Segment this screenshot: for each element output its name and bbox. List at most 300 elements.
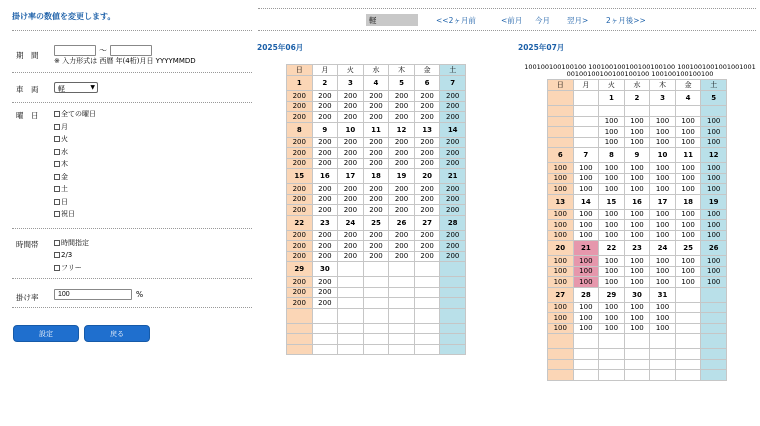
rate-value-cell: 100 — [548, 209, 574, 220]
rate-value-cell — [701, 359, 727, 370]
rate-value-cell: 200 — [287, 101, 313, 112]
rate-value-cell: 200 — [312, 112, 338, 123]
rate-value-cell: 100 — [701, 209, 727, 220]
rate-value-cell: 200 — [287, 91, 313, 102]
submit-button[interactable]: 設定 — [13, 325, 79, 342]
day-number-cell[interactable]: 31 — [650, 287, 676, 302]
rate-value-cell — [701, 106, 727, 117]
rate-value-cell: 200 — [312, 251, 338, 262]
rate-value-cell: 200 — [338, 194, 364, 205]
rate-value-cell: 200 — [389, 230, 415, 241]
rate-value-cell — [363, 344, 389, 355]
rate-value-cell: 100 — [573, 163, 599, 174]
rate-value-cell — [440, 298, 466, 309]
rate-value-cell: 100 — [548, 277, 574, 288]
weekday-checkbox[interactable] — [54, 186, 60, 192]
day-number-cell[interactable]: 19 — [389, 169, 415, 184]
rate-value-cell: 100 — [624, 173, 650, 184]
period-format-note: ※ 入力形式は 西暦 年(4桁)月日 YYYYMMDD — [54, 57, 196, 65]
day-number-cell[interactable]: 29 — [599, 287, 625, 302]
timeslot-checkbox[interactable] — [54, 265, 60, 271]
rate-value-cell: 100 — [650, 127, 676, 138]
rate-value-cell — [675, 323, 701, 334]
rate-value-cell: 200 — [287, 251, 313, 262]
rate-value-cell: 200 — [389, 184, 415, 195]
day-number-cell[interactable]: 19 — [701, 194, 727, 209]
weekday-header: 月 — [573, 80, 599, 91]
day-number-cell[interactable]: 10 — [338, 122, 364, 137]
rate-value-cell: 200 — [414, 148, 440, 159]
rate-value-cell: 200 — [338, 184, 364, 195]
rate-value-cell: 200 — [287, 205, 313, 216]
weekday-checkbox-label: 土 — [61, 185, 68, 193]
weekday-checkbox[interactable] — [54, 111, 60, 117]
rate-value-cell: 100 — [573, 313, 599, 324]
weekday-checkbox-label: 金 — [61, 172, 68, 181]
rate-value-cell: 200 — [363, 241, 389, 252]
day-number-cell[interactable]: 2 — [624, 91, 650, 106]
rate-value-cell — [414, 277, 440, 288]
timeslot-label: 時間帯 — [16, 240, 39, 249]
rate-value-cell: 100 — [701, 220, 727, 231]
rate-value-cell: 100 — [573, 323, 599, 334]
rate-value-cell: 200 — [389, 205, 415, 216]
rate-value-cell — [573, 359, 599, 370]
rate-value-cell — [599, 370, 625, 381]
rate-value-cell: 200 — [363, 158, 389, 169]
day-number-cell[interactable]: 21 — [573, 241, 599, 256]
day-number-cell — [338, 262, 364, 277]
rate-value-cell: 200 — [414, 137, 440, 148]
day-number-cell[interactable]: 15 — [287, 169, 313, 184]
rate-value-cell: 200 — [338, 101, 364, 112]
june-calendar — [286, 64, 466, 355]
rate-value-cell: 100 — [701, 184, 727, 195]
prev-month-link[interactable]: <前月 — [501, 16, 523, 25]
rate-value-cell: 100 — [573, 277, 599, 288]
vehicle-label: 車 両 — [16, 85, 39, 94]
weekday-checkbox-row[interactable] — [54, 184, 68, 194]
rate-value-cell — [338, 334, 364, 345]
weekday-header: 水 — [624, 80, 650, 91]
rate-value-cell: 100 — [675, 163, 701, 174]
rate-value-cell: 100 — [650, 220, 676, 231]
day-number-cell — [389, 308, 415, 323]
weekday-checkbox[interactable] — [54, 211, 60, 217]
rate-value-cell — [363, 323, 389, 334]
next-month-link[interactable]: 翌月> — [567, 16, 589, 25]
rate-value-cell: 100 — [599, 313, 625, 324]
day-number-cell[interactable]: 23 — [312, 215, 338, 230]
rate-value-cell: 100 — [599, 220, 625, 231]
day-number-cell[interactable]: 11 — [675, 148, 701, 163]
rate-value-cell: 200 — [414, 230, 440, 241]
day-number-cell[interactable]: 2 — [312, 76, 338, 91]
day-number-cell[interactable]: 27 — [548, 287, 574, 302]
rate-value-cell — [548, 106, 574, 117]
day-number-cell — [287, 308, 313, 323]
day-number-cell[interactable]: 26 — [389, 215, 415, 230]
rate-value-cell — [650, 359, 676, 370]
day-number-cell[interactable]: 4 — [675, 91, 701, 106]
rate-value-cell: 200 — [312, 277, 338, 288]
day-number-cell[interactable]: 13 — [414, 122, 440, 137]
rate-value-cell — [701, 370, 727, 381]
vehicle-select[interactable] — [54, 82, 98, 93]
rate-value-cell — [650, 349, 676, 360]
rate-value-cell — [548, 137, 574, 148]
rate-value-cell: 200 — [338, 91, 364, 102]
day-number-cell[interactable]: 13 — [548, 194, 574, 209]
weekday-header: 月 — [312, 65, 338, 76]
rate-value-cell: 100 — [573, 256, 599, 267]
rate-value-cell: 100 — [650, 302, 676, 313]
period-from-input[interactable] — [54, 45, 96, 56]
rate-value-cell: 100 — [624, 266, 650, 277]
rate-value-cell — [363, 298, 389, 309]
timeslot-checkbox-label: フリー — [61, 264, 82, 272]
rate-value-cell — [414, 287, 440, 298]
rate-value-cell — [312, 334, 338, 345]
rate-value-cell — [701, 349, 727, 360]
timeslot-checkbox-label: 時間指定 — [61, 239, 89, 247]
rate-value-cell: 100 — [624, 137, 650, 148]
day-number-cell[interactable]: 10 — [650, 148, 676, 163]
day-number-cell[interactable]: 3 — [650, 91, 676, 106]
rate-value-cell: 200 — [440, 137, 466, 148]
divider — [12, 102, 252, 103]
rate-value-cell: 200 — [440, 184, 466, 195]
rate-value-cell: 100 — [650, 163, 676, 174]
rate-value-cell: 200 — [287, 184, 313, 195]
day-number-cell[interactable]: 30 — [624, 287, 650, 302]
weekday-checkbox-row[interactable] — [54, 109, 96, 119]
rate-value-cell: 200 — [287, 241, 313, 252]
rate-value-cell — [599, 349, 625, 360]
day-number-cell[interactable]: 25 — [363, 215, 389, 230]
june-calendar-title: 2025年06月 — [257, 43, 304, 52]
weekday-checkbox[interactable] — [54, 124, 60, 130]
timeslot-checkbox-row[interactable] — [54, 263, 82, 273]
divider — [12, 228, 252, 229]
rate-value-cell: 200 — [338, 137, 364, 148]
rate-value-cell: 100 — [650, 256, 676, 267]
rate-unit: % — [136, 290, 144, 299]
day-number-cell[interactable]: 11 — [363, 122, 389, 137]
rate-value-cell — [414, 334, 440, 345]
rate-value-cell: 100 — [599, 127, 625, 138]
rate-value-cell — [363, 287, 389, 298]
rate-value-cell: 200 — [312, 184, 338, 195]
rate-value-cell — [650, 106, 676, 117]
rate-value-cell: 200 — [440, 112, 466, 123]
rate-value-cell — [599, 359, 625, 370]
rate-value-cell: 200 — [414, 91, 440, 102]
day-number-cell[interactable]: 22 — [599, 241, 625, 256]
page-title: 掛け率の数値を変更します。 — [12, 12, 116, 21]
rate-input[interactable] — [54, 289, 132, 300]
weekday-checkbox-label: 水 — [61, 147, 68, 156]
day-number-cell[interactable]: 18 — [363, 169, 389, 184]
day-number-cell[interactable]: 26 — [701, 241, 727, 256]
day-number-cell — [599, 334, 625, 349]
rate-value-cell — [312, 323, 338, 334]
divider — [12, 278, 252, 279]
day-number-cell[interactable]: 15 — [599, 194, 625, 209]
day-number-cell[interactable]: 12 — [701, 148, 727, 163]
rate-value-cell — [548, 359, 574, 370]
rate-value-cell: 200 — [414, 184, 440, 195]
day-number-cell[interactable]: 9 — [624, 148, 650, 163]
rate-value-cell — [548, 370, 574, 381]
rate-value-cell — [440, 287, 466, 298]
weekday-checkbox[interactable] — [54, 199, 60, 205]
divider — [258, 8, 756, 9]
day-number-cell[interactable]: 28 — [440, 215, 466, 230]
day-number-cell[interactable]: 24 — [338, 215, 364, 230]
day-number-cell[interactable]: 20 — [414, 169, 440, 184]
july-calendar — [547, 79, 727, 381]
day-number-cell[interactable]: 16 — [624, 194, 650, 209]
day-number-cell — [573, 91, 599, 106]
day-number-cell[interactable]: 14 — [573, 194, 599, 209]
divider — [12, 30, 252, 31]
rate-value-cell — [414, 323, 440, 334]
rate-value-cell: 100 — [701, 116, 727, 127]
rate-value-cell: 200 — [389, 101, 415, 112]
rate-value-cell: 100 — [701, 127, 727, 138]
rate-value-cell — [573, 349, 599, 360]
weekday-checkbox-row[interactable] — [54, 209, 75, 219]
rate-value-cell: 100 — [624, 256, 650, 267]
rate-value-cell: 100 — [650, 116, 676, 127]
rate-value-cell: 100 — [675, 256, 701, 267]
rate-value-cell: 100 — [650, 184, 676, 195]
day-number-cell[interactable]: 4 — [363, 76, 389, 91]
rate-value-cell: 100 — [548, 313, 574, 324]
rate-value-cell: 200 — [414, 101, 440, 112]
rate-value-cell: 100 — [624, 302, 650, 313]
back-button[interactable]: 戻る — [84, 325, 150, 342]
rate-value-cell: 100 — [650, 230, 676, 241]
day-number-cell[interactable]: 1 — [287, 76, 313, 91]
rate-value-cell — [624, 370, 650, 381]
weekday-header: 火 — [338, 65, 364, 76]
chevron-down-icon: ▼ — [90, 84, 95, 91]
rate-value-cell: 100 — [675, 184, 701, 195]
period-to-input[interactable] — [110, 45, 152, 56]
prev-2-months-link[interactable]: <<2ヶ月前 — [436, 16, 476, 25]
rate-value-cell: 100 — [573, 209, 599, 220]
rate-value-cell: 100 — [548, 163, 574, 174]
day-number-cell[interactable]: 7 — [573, 148, 599, 163]
rate-value-cell — [548, 127, 574, 138]
rate-value-cell — [573, 116, 599, 127]
timeslot-checkbox[interactable] — [54, 240, 60, 246]
weekday-checkbox-row[interactable] — [54, 147, 68, 157]
weekday-checkbox-label: 祝日 — [61, 210, 75, 218]
day-number-cell[interactable]: 6 — [414, 76, 440, 91]
day-number-cell[interactable]: 24 — [650, 241, 676, 256]
weekday-checkbox[interactable] — [54, 149, 60, 155]
rate-value-cell — [650, 370, 676, 381]
day-number-cell[interactable]: 16 — [312, 169, 338, 184]
rate-value-cell — [338, 323, 364, 334]
rate-value-cell: 100 — [650, 209, 676, 220]
weekday-checkbox[interactable] — [54, 136, 60, 142]
rate-value-cell: 200 — [338, 230, 364, 241]
rate-value-cell — [548, 116, 574, 127]
day-number-cell — [675, 334, 701, 349]
rate-value-cell: 200 — [312, 148, 338, 159]
day-number-cell — [650, 334, 676, 349]
rate-value-cell — [548, 349, 574, 360]
rate-value-cell: 100 — [599, 230, 625, 241]
day-number-cell — [548, 334, 574, 349]
rate-value-cell: 100 — [599, 137, 625, 148]
day-number-cell — [440, 262, 466, 277]
day-number-cell[interactable]: 8 — [287, 122, 313, 137]
day-number-cell[interactable]: 14 — [440, 122, 466, 137]
rate-value-cell: 100 — [573, 302, 599, 313]
day-number-cell[interactable]: 8 — [599, 148, 625, 163]
rate-value-cell: 100 — [599, 266, 625, 277]
rate-value-cell: 200 — [389, 91, 415, 102]
timeslot-checkbox[interactable] — [54, 252, 60, 258]
day-number-cell[interactable]: 3 — [338, 76, 364, 91]
rate-value-cell: 200 — [363, 230, 389, 241]
rate-value-cell — [675, 313, 701, 324]
rate-value-cell — [287, 344, 313, 355]
weekday-header: 日 — [287, 65, 313, 76]
rate-value-cell — [624, 349, 650, 360]
weekday-checkbox-row[interactable] — [54, 159, 68, 169]
rate-value-cell: 200 — [440, 158, 466, 169]
rate-value-cell: 100 — [548, 230, 574, 241]
day-number-cell[interactable]: 6 — [548, 148, 574, 163]
day-number-cell — [389, 262, 415, 277]
rate-value-cell: 100 — [675, 116, 701, 127]
rate-value-cell — [573, 106, 599, 117]
rate-value-cell — [701, 313, 727, 324]
rate-value-cell — [389, 277, 415, 288]
day-number-cell[interactable]: 17 — [338, 169, 364, 184]
rate-value-cell: 200 — [389, 158, 415, 169]
rate-value-cell — [389, 344, 415, 355]
rate-value-cell: 100 — [548, 323, 574, 334]
weekday-header: 土 — [701, 80, 727, 91]
rate-value-cell — [701, 302, 727, 313]
rate-value-cell: 200 — [287, 112, 313, 123]
rate-value-cell: 100 — [548, 173, 574, 184]
weekday-checkbox-label: 木 — [61, 160, 68, 168]
rate-value-cell: 100 — [675, 230, 701, 241]
rate-value-cell: 100 — [650, 313, 676, 324]
weekday-checkbox-row[interactable] — [54, 172, 68, 182]
rate-value-cell: 100 — [548, 302, 574, 313]
day-number-cell[interactable]: 1 — [599, 91, 625, 106]
rate-value-cell: 200 — [312, 158, 338, 169]
weekday-checkbox-label: 火 — [61, 135, 68, 143]
divider — [258, 30, 756, 31]
rate-value-cell — [440, 334, 466, 345]
weekday-checkbox-row[interactable] — [54, 134, 68, 144]
day-number-cell[interactable]: 27 — [414, 215, 440, 230]
period-label: 期 間 — [16, 51, 39, 60]
day-number-cell[interactable]: 30 — [312, 262, 338, 277]
weekday-checkbox-row[interactable] — [54, 122, 68, 132]
day-number-cell[interactable]: 18 — [675, 194, 701, 209]
rate-value-cell: 100 — [701, 230, 727, 241]
rate-value-cell — [624, 359, 650, 370]
rate-value-cell: 200 — [414, 241, 440, 252]
weekday-label: 曜 日 — [16, 111, 39, 120]
rate-value-cell — [675, 106, 701, 117]
day-number-cell[interactable]: 5 — [701, 91, 727, 106]
rate-value-cell: 200 — [287, 148, 313, 159]
rate-value-cell: 200 — [389, 148, 415, 159]
day-number-cell[interactable]: 20 — [548, 241, 574, 256]
day-number-cell[interactable]: 12 — [389, 122, 415, 137]
day-number-cell[interactable]: 28 — [573, 287, 599, 302]
weekday-header: 金 — [675, 80, 701, 91]
day-number-cell[interactable]: 7 — [440, 76, 466, 91]
day-number-cell[interactable]: 23 — [624, 241, 650, 256]
day-number-cell — [414, 262, 440, 277]
this-month-link[interactable]: 今月 — [535, 16, 550, 25]
day-number-cell[interactable]: 22 — [287, 215, 313, 230]
day-number-cell[interactable]: 29 — [287, 262, 313, 277]
weekday-checkbox[interactable] — [54, 161, 60, 167]
rate-value-cell: 200 — [440, 205, 466, 216]
day-number-cell[interactable]: 9 — [312, 122, 338, 137]
weekday-checkbox[interactable] — [54, 174, 60, 180]
rate-value-cell: 100 — [675, 137, 701, 148]
day-number-cell — [701, 287, 727, 302]
rate-value-cell — [287, 334, 313, 345]
rate-value-cell: 200 — [287, 137, 313, 148]
rate-value-cell: 100 — [573, 266, 599, 277]
rate-value-cell — [573, 127, 599, 138]
rate-value-cell: 200 — [287, 277, 313, 288]
rate-value-cell — [440, 323, 466, 334]
rate-value-cell: 100 — [624, 184, 650, 195]
rate-value-cell: 100 — [624, 209, 650, 220]
rate-value-cell — [701, 323, 727, 334]
rate-value-cell: 200 — [363, 101, 389, 112]
weekday-header: 木 — [650, 80, 676, 91]
rate-value-cell — [363, 277, 389, 288]
rate-value-cell — [338, 298, 364, 309]
weekday-checkbox-row[interactable] — [54, 197, 68, 207]
rate-value-cell: 100 — [701, 277, 727, 288]
day-number-cell — [573, 334, 599, 349]
day-number-cell[interactable]: 17 — [650, 194, 676, 209]
rate-value-cell — [389, 287, 415, 298]
day-number-cell[interactable]: 25 — [675, 241, 701, 256]
day-number-cell[interactable]: 21 — [440, 169, 466, 184]
timeslot-checkbox-row[interactable] — [54, 251, 72, 259]
rate-value-cell: 200 — [312, 287, 338, 298]
rate-value-cell: 200 — [312, 205, 338, 216]
july-overflow-values: 100100100100100 100100100100100100100 100100100100100100100100100100100100100 100100100100100 — [524, 63, 756, 78]
weekday-header: 木 — [389, 65, 415, 76]
rate-value-cell — [287, 323, 313, 334]
timeslot-checkbox-row[interactable] — [54, 238, 89, 248]
next-2-months-link[interactable]: 2ヶ月後>> — [606, 16, 646, 25]
rate-value-cell: 200 — [312, 91, 338, 102]
day-number-cell[interactable]: 5 — [389, 76, 415, 91]
